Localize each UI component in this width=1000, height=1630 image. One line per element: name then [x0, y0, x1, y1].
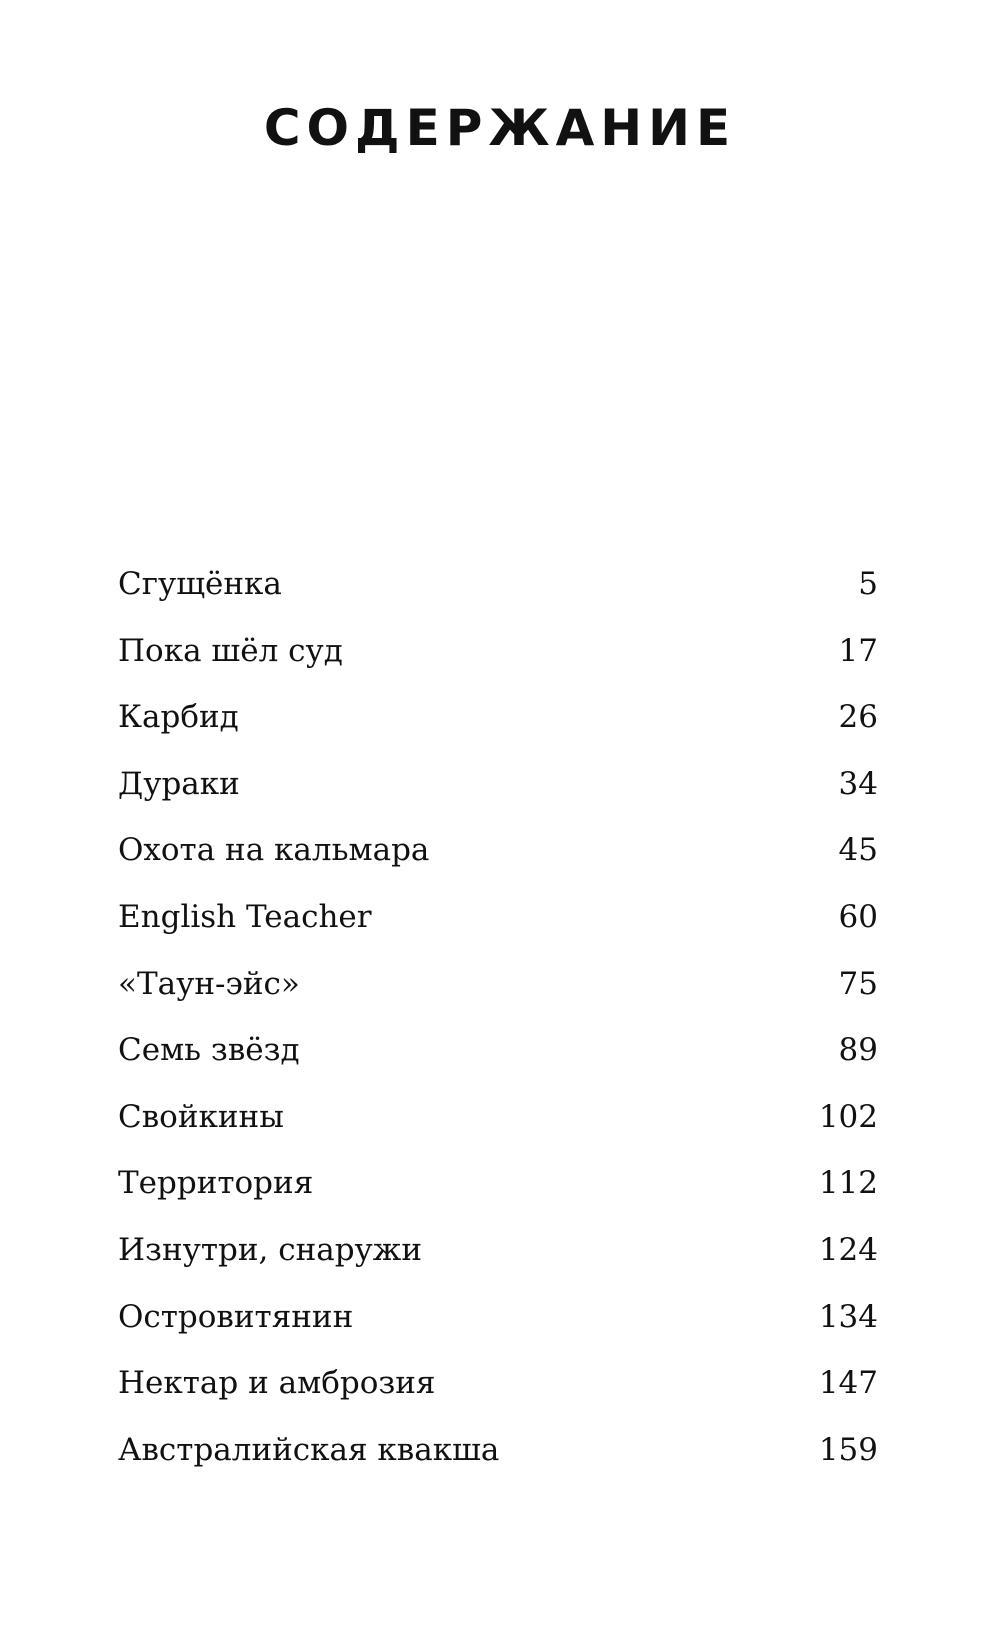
toc-entry-page-number: 60 [838, 898, 878, 935]
table-of-contents [118, 566, 878, 1498]
toc-entry-page-number: 147 [818, 1365, 878, 1402]
toc-entry-page-number: 124 [818, 1231, 878, 1268]
toc-entry-title: Пока шёл суд [118, 632, 343, 669]
toc-entry [118, 1232, 878, 1299]
toc-entry-title: Территория [118, 1165, 314, 1202]
toc-entry-page-number: 5 [858, 566, 878, 602]
toc-entry-page-number: 134 [818, 1298, 878, 1335]
toc-entry [118, 699, 878, 766]
toc-entry-title: Изнутри, снаружи [118, 1231, 422, 1268]
toc-entry [118, 766, 878, 833]
toc-entry [118, 1432, 878, 1499]
toc-entry-title: English Teacher [118, 898, 372, 935]
toc-entry-title: Нектар и амброзия [118, 1365, 436, 1402]
toc-entry-page-number: 34 [838, 765, 878, 802]
toc-entry-title: Карбид [118, 699, 239, 736]
toc-entry [118, 566, 878, 633]
toc-entry [118, 1165, 878, 1232]
toc-entry-page-number: 26 [838, 699, 878, 736]
toc-entry [118, 633, 878, 700]
toc-entry-page-number: 102 [818, 1098, 878, 1135]
toc-entry-title: Островитянин [118, 1298, 354, 1335]
toc-entry-page-number: 89 [838, 1032, 878, 1069]
toc-entry-page-number: 112 [818, 1165, 878, 1202]
toc-entry [118, 1299, 878, 1366]
toc-entry [118, 832, 878, 899]
toc-entry-title: Сгущёнка [118, 566, 282, 602]
toc-entry-page-number: 159 [818, 1431, 878, 1468]
toc-entry [118, 966, 878, 1033]
toc-entry [118, 899, 878, 966]
toc-entry-title: Австралийская квакша [118, 1431, 500, 1468]
page-title: СОДЕРЖАНИЕ [263, 99, 737, 157]
toc-entry-page-number: 45 [838, 832, 878, 869]
toc-entry [118, 1032, 878, 1099]
toc-entry [118, 1099, 878, 1166]
toc-entry-title: Свойкины [118, 1098, 284, 1135]
toc-entry-page-number: 75 [838, 965, 878, 1002]
toc-entry-page-number: 17 [838, 632, 878, 669]
toc-entry-title: «Таун-эйс» [118, 965, 300, 1002]
toc-entry-title: Семь звёзд [118, 1032, 300, 1069]
toc-entry [118, 1365, 878, 1432]
toc-entry-title: Дураки [118, 765, 240, 802]
toc-entry-title: Охота на кальмара [118, 832, 430, 869]
